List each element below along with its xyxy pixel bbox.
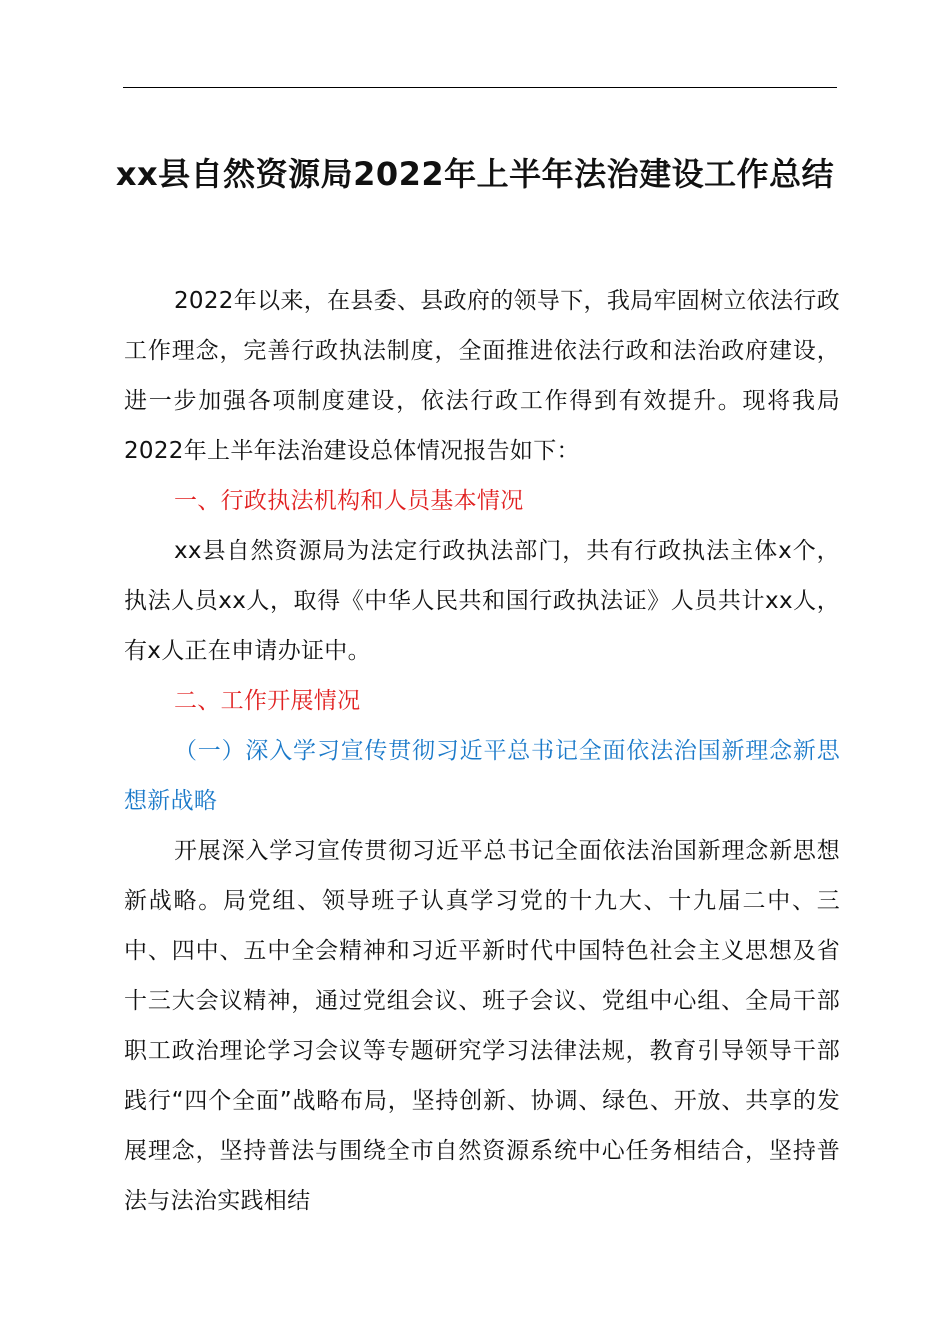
study-paragraph: 开展深入学习宣传贯彻习近平总书记全面依法治国新理念新思想新战略。局党组、领导班子认真学习党的十九大、十九届二中、三中、四中、五中全会精神和习近平新时代中国特色社会主义思想及省十三大会议精神，通过党组会议、班子会议、党组中心组、全局干部职工政治理论学习会议等专题研究学习法律法规，教育引导领导干部践行“四个全面”战略布局，坚持创新、协调、绿色、开放、共享的发展理念，坚持普法与围绕全市自然资源系统中心任务相结合，坚持普法与法治实践相结	[124, 838, 840, 1214]
staff-paragraph: xx县自然资源局为法定行政执法部门，共有行政执法主体x个，执法人员xx人，取得《中华人民共和国行政执法证》人员共计xx人，有x人正在申请办证中。	[124, 538, 840, 664]
section-heading-1: 一、行政执法机构和人员基本情况	[174, 488, 524, 514]
section-heading-2: 二、工作开展情况	[174, 688, 361, 714]
document-body	[124, 276, 840, 1226]
intro-paragraph: 2022年以来，在县委、县政府的领导下，我局牢固树立依法行政工作理念，完善行政执法制度，全面推进依法行政和法治政府建设，进一步加强各项制度建设，依法行政工作得到有效提升。现将我局2022年上半年法治建设总体情况报告如下：	[124, 288, 840, 464]
document-title: xx县自然资源局2022年上半年法治建设工作总结	[115, 155, 835, 193]
subsection-heading-1: （一）深入学习宣传贯彻习近平总书记全面依法治国新理念新思想新战略	[124, 738, 840, 814]
header-rule	[123, 87, 837, 88]
